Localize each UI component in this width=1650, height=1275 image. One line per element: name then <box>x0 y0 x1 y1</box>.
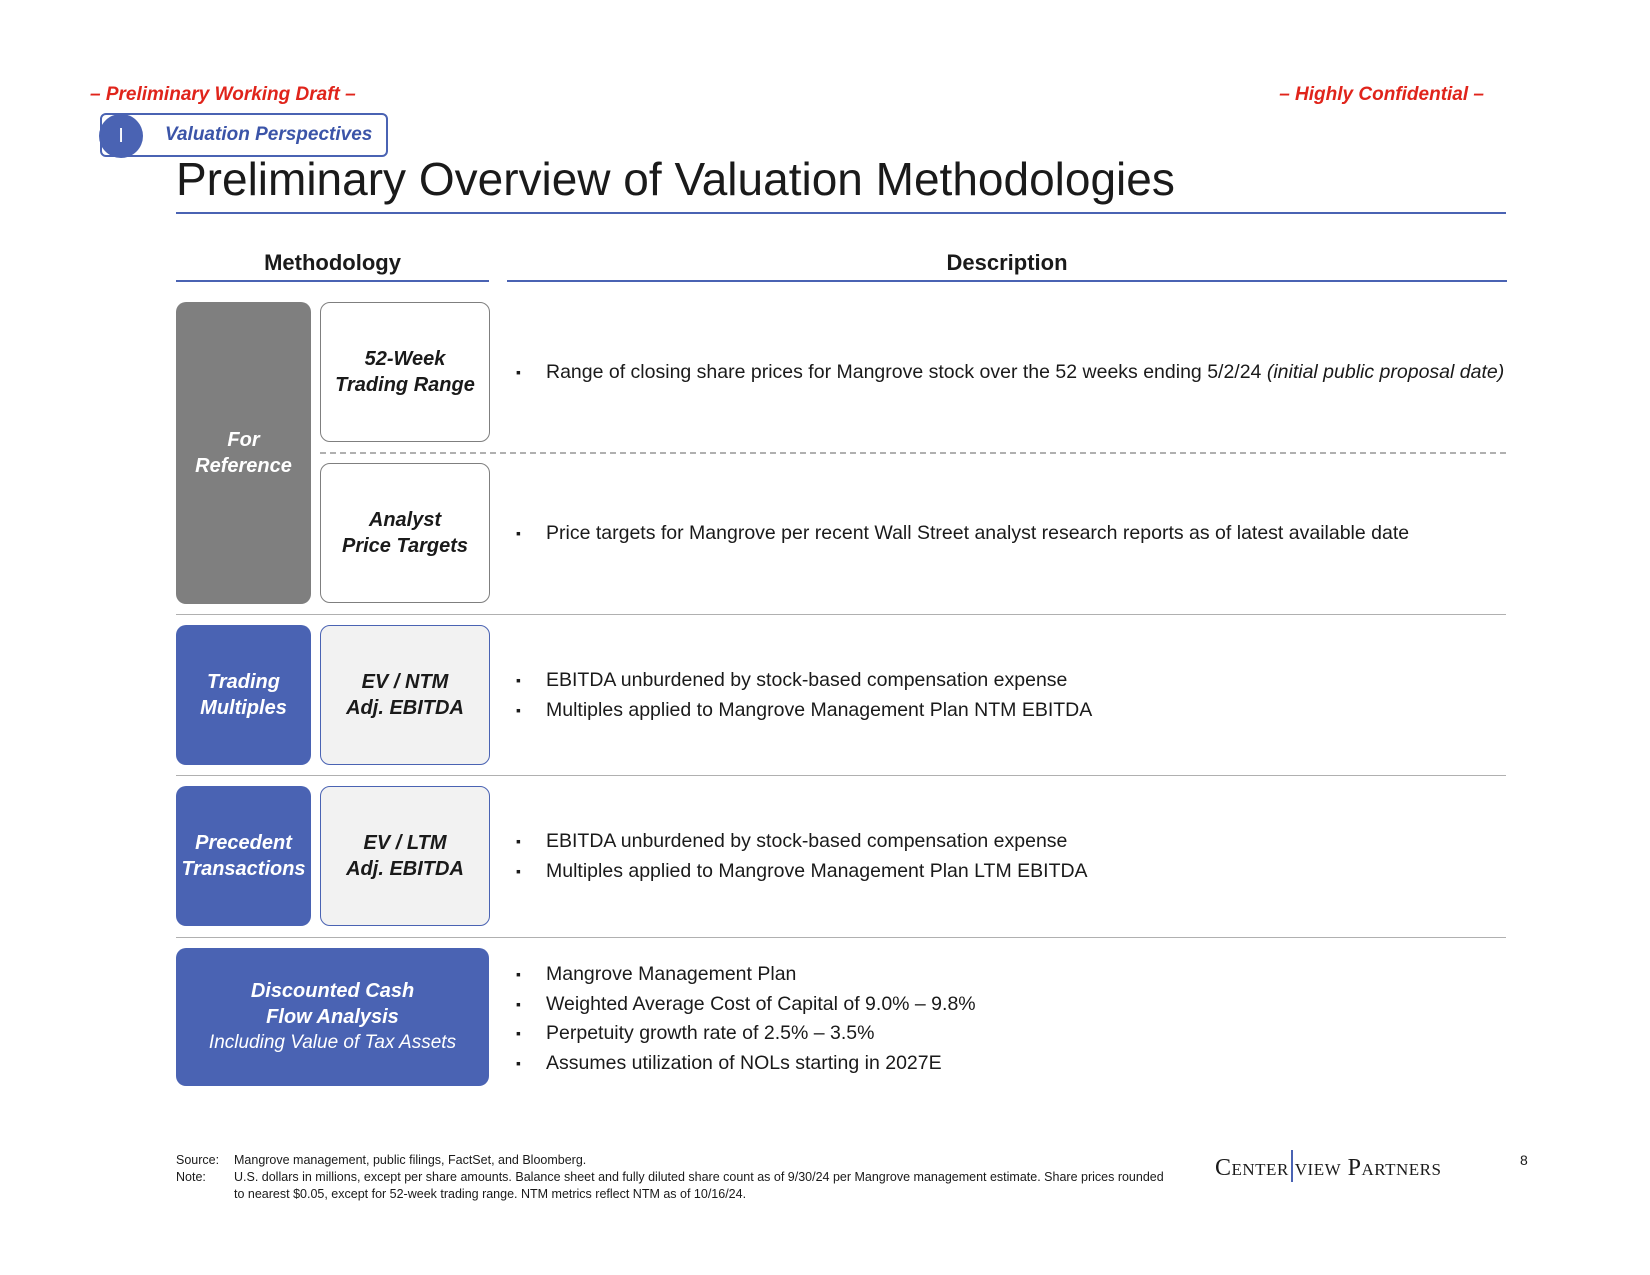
category-precedent-transactions: Precedent Transactions <box>176 786 311 926</box>
metric-52-week-trading-range: 52-Week Trading Range <box>320 302 490 442</box>
bullet-note: (initial public proposal date) <box>1266 361 1505 383</box>
footnotes <box>176 1152 1164 1203</box>
logo-divider-bar <box>1291 1150 1293 1182</box>
logo-left-text: Center <box>1215 1155 1289 1181</box>
page-number: 8 <box>1520 1152 1528 1168</box>
description-52-week <box>516 358 1504 388</box>
note-label: Note: <box>176 1170 206 1184</box>
logo-right-text: view Partners <box>1294 1155 1442 1181</box>
note-text: U.S. dollars in millions, except per share amounts. Balance sheet and fully diluted share count as of 9/30/24 per Mangrove management estimate. Share prices rounded to nearest $0.05, except for 52-week trading range. NTM metrics reflect NTM as of 10/16/24. <box>234 1170 1164 1201</box>
methodology-header-rule <box>176 280 489 282</box>
bullet-item: ▪ Price targets for Mangrove per recent Wall Street analyst research reports as of latest available date <box>516 519 1409 549</box>
description-dcf <box>516 960 976 1078</box>
bullet-item: ▪ Mangrove Management Plan <box>516 960 976 990</box>
draft-label: – Preliminary Working Draft – <box>90 84 356 105</box>
bullet-item <box>516 358 1504 388</box>
centerview-logo <box>1215 1150 1441 1182</box>
bullet-item: ▪ EBITDA unburdened by stock-based compensation expense <box>516 666 1092 696</box>
bullet-item: ▪ Weighted Average Cost of Capital of 9.0% – 9.8% <box>516 990 976 1020</box>
dashed-divider <box>320 452 1506 454</box>
metric-ev-ntm-adj-ebitda: EV / NTM Adj. EBITDA <box>320 625 490 765</box>
section-number-badge: I <box>99 114 143 158</box>
row-divider <box>176 937 1506 938</box>
row-divider <box>176 614 1506 615</box>
methodology-column-header: Methodology <box>264 250 401 275</box>
category-for-reference: For Reference <box>176 302 311 604</box>
confidential-label: – Highly Confidential – <box>1279 84 1484 105</box>
description-header-rule <box>507 280 1507 282</box>
category-discounted-cash-flow <box>176 948 489 1086</box>
bullet-item: ▪ Perpetuity growth rate of 2.5% – 3.5% <box>516 1019 976 1049</box>
title-divider <box>176 212 1506 214</box>
bullet-item: ▪ Multiples applied to Mangrove Management Plan NTM EBITDA <box>516 696 1092 726</box>
source-text: Mangrove management, public filings, FactSet, and Bloomberg. <box>234 1153 587 1167</box>
row-divider <box>176 775 1506 776</box>
metric-analyst-price-targets: Analyst Price Targets <box>320 463 490 603</box>
description-precedent-transactions <box>516 827 1088 886</box>
bullet-item: ▪ Multiples applied to Mangrove Management Plan LTM EBITDA <box>516 857 1088 887</box>
source-label: Source: <box>176 1153 220 1167</box>
bullet-item: ▪ EBITDA unburdened by stock-based compensation expense <box>516 827 1088 857</box>
description-trading-multiples <box>516 666 1092 725</box>
dcf-title: Discounted Cash Flow Analysis <box>250 980 415 1028</box>
description-analyst <box>516 519 1409 549</box>
bullet-text: Range of closing share prices for Mangrove stock over the 52 weeks ending 5/2/24 <box>546 361 1262 383</box>
metric-ev-ltm-adj-ebitda: EV / LTM Adj. EBITDA <box>320 786 490 926</box>
page-title: Preliminary Overview of Valuation Methodologies <box>176 153 1175 205</box>
dcf-subtitle: Including Value of Tax Assets <box>208 1032 457 1053</box>
description-column-header: Description <box>946 250 1068 275</box>
category-trading-multiples: Trading Multiples <box>176 625 311 765</box>
section-label: Valuation Perspectives <box>165 124 373 145</box>
bullet-item: ▪ Assumes utilization of NOLs starting in 2027E <box>516 1049 976 1079</box>
